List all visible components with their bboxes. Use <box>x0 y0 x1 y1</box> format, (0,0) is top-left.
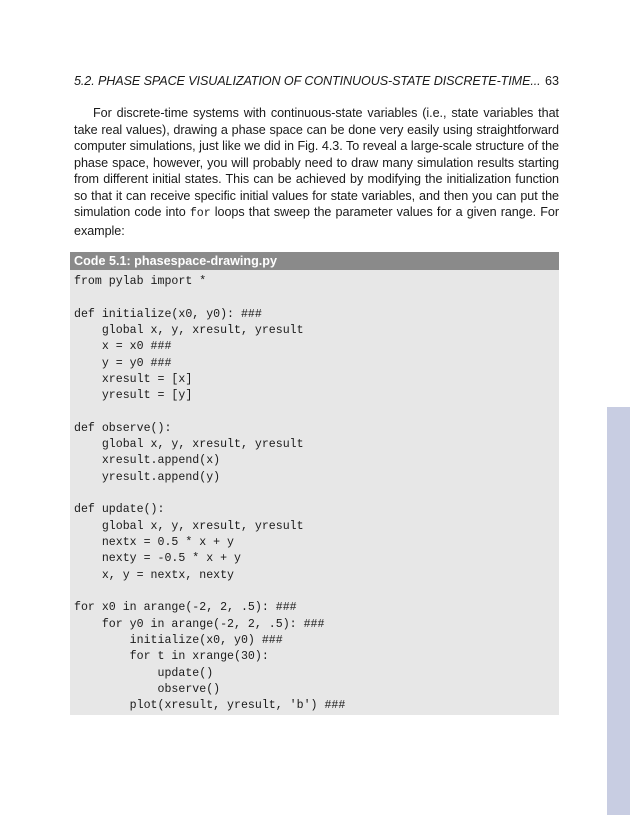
code-line: observe() <box>74 682 221 696</box>
code-line: plot(xresult, yresult, 'b') ### <box>74 699 346 713</box>
code-line: xresult = [x] <box>74 372 193 386</box>
code-line: from pylab import * <box>74 275 207 288</box>
code-line: nexty = -0.5 * x + y <box>74 552 241 566</box>
paragraph-text-end: loops that sweep the parameter values for a given range. For example: <box>74 205 560 238</box>
code-line <box>70 290 559 306</box>
code-line: for t in xrange(30): <box>74 650 269 664</box>
code-line: for y0 in arange(-2, 2, .5): ### <box>74 617 325 631</box>
running-header <box>74 72 559 90</box>
code-line: update() <box>74 666 214 680</box>
body-paragraph <box>74 105 559 239</box>
code-line: y = y0 ### <box>74 356 172 370</box>
code-line: def initialize(x0, y0): ### <box>74 307 262 321</box>
code-line: xresult.append(x) <box>74 454 221 468</box>
code-line: yresult.append(y) <box>74 470 221 484</box>
code-line: global x, y, xresult, yresult <box>74 323 304 337</box>
code-line: global x, y, xresult, yresult <box>74 519 304 533</box>
code-line: yresult = [y] <box>74 389 193 403</box>
chapter-side-tab <box>607 407 630 815</box>
code-line <box>70 405 559 421</box>
code-line <box>70 486 559 502</box>
code-line: initialize(x0, y0) ### <box>74 633 283 647</box>
code-line: global x, y, xresult, yresult <box>74 438 304 452</box>
code-caption: Code 5.1: phasespace-drawing.py <box>70 252 559 270</box>
section-title: 5.2. PHASE SPACE VISUALIZATION OF CONTINUOUS-STATE DISCRETE-TIME... <box>74 74 541 88</box>
code-line: def update(): <box>74 503 165 517</box>
code-lines <box>70 270 559 714</box>
code-line: def observe(): <box>74 421 172 435</box>
code-line: nextx = 0.5 * x + y <box>74 536 235 549</box>
code-line: x, y = nextx, nexty <box>74 568 235 582</box>
paragraph-text-start: For discrete-time systems with continuous-state variables (i.e., state variables that take real values), drawing a phase space can be done very easily using straightforward computer simulations, just like we did in Fig. 4.3. To reveal a large-scale structure of the phase space, however, you will probably need to draw many simulation results starting from different initial states. This can be achieved by modifying the initialization function so that it can receive specific initial values for state variables, and then you can put the simulation code into <box>74 106 559 219</box>
code-listing <box>70 252 559 715</box>
code-line <box>70 584 559 600</box>
inline-code-for: for <box>189 207 211 220</box>
code-line: for x0 in arange(-2, 2, .5): ### <box>74 601 297 615</box>
code-line: x = x0 ### <box>74 340 172 354</box>
page-number: 63 <box>544 74 559 88</box>
